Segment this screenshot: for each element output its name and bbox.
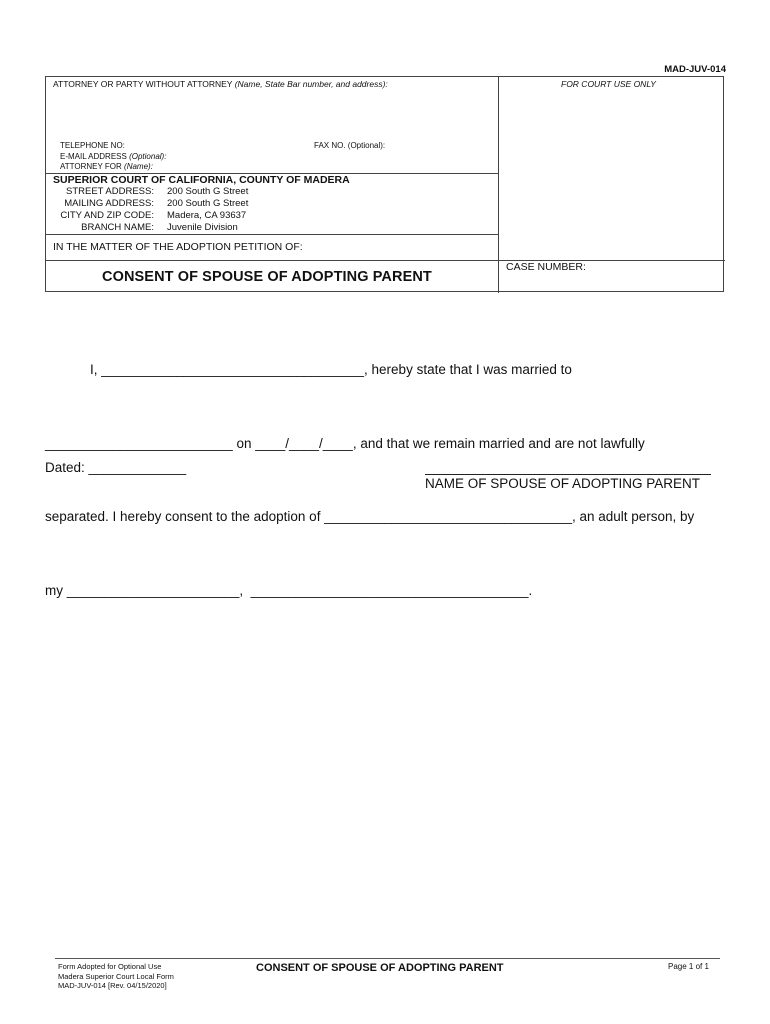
court-name: SUPERIOR COURT OF CALIFORNIA, COUNTY OF MADERA	[53, 174, 350, 186]
attorney-for-label: ATTORNEY FOR (Name):	[60, 162, 153, 171]
divider-title	[46, 260, 725, 261]
footer-rule	[55, 958, 720, 959]
header-box	[45, 76, 724, 292]
body-line-4: my _______________________, _____________________________________.	[45, 582, 533, 598]
court-use-label: FOR COURT USE ONLY	[561, 79, 656, 89]
city-zip-label: CITY AND ZIP CODE:	[60, 210, 154, 221]
page-number: Page 1 of 1	[668, 962, 709, 971]
matter-label: IN THE MATTER OF THE ADOPTION PETITION OF:	[53, 241, 303, 253]
footer-title: CONSENT OF SPOUSE OF ADOPTING PARENT	[256, 962, 504, 974]
mailing-address-label: MAILING ADDRESS:	[64, 198, 154, 209]
signature-line	[425, 474, 711, 475]
fax-label: FAX NO. (Optional):	[314, 141, 386, 150]
body-line-3: separated. I hereby consent to the adoption of _________________________________, an adult person, by	[45, 509, 695, 524]
form-title: CONSENT OF SPOUSE OF ADOPTING PARENT	[102, 269, 432, 285]
footer-adoption-info: Form Adopted for Optional Use Madera Superior Court Local Form MAD-JUV-014 [Rev. 04/15/2020]	[58, 962, 174, 990]
branch-name-value: Juvenile Division	[167, 222, 238, 233]
form-id: MAD-JUV-014	[664, 64, 726, 75]
body-line-1: I, ___________________________________, hereby state that I was married to	[90, 362, 572, 377]
branch-name-label: BRANCH NAME:	[81, 222, 154, 233]
mailing-address-value: 200 South G Street	[167, 198, 249, 209]
email-label: E-MAIL ADDRESS (Optional):	[60, 152, 167, 161]
street-address-value: 200 South G Street	[167, 186, 249, 197]
street-address-label: STREET ADDRESS:	[66, 186, 154, 197]
attorney-label: ATTORNEY OR PARTY WITHOUT ATTORNEY (Name, State Bar number, and address):	[53, 79, 388, 89]
spouse-name-label: NAME OF SPOUSE OF ADOPTING PARENT	[425, 476, 701, 491]
body-line-2: _________________________ on ____/____/____, and that we remain married and are not lawfully	[45, 435, 645, 451]
dated-field: Dated: _____________	[45, 460, 187, 475]
case-number-label: CASE NUMBER:	[506, 261, 586, 273]
telephone-label: TELEPHONE NO:	[60, 141, 125, 150]
city-zip-value: Madera, CA 93637	[167, 210, 247, 221]
